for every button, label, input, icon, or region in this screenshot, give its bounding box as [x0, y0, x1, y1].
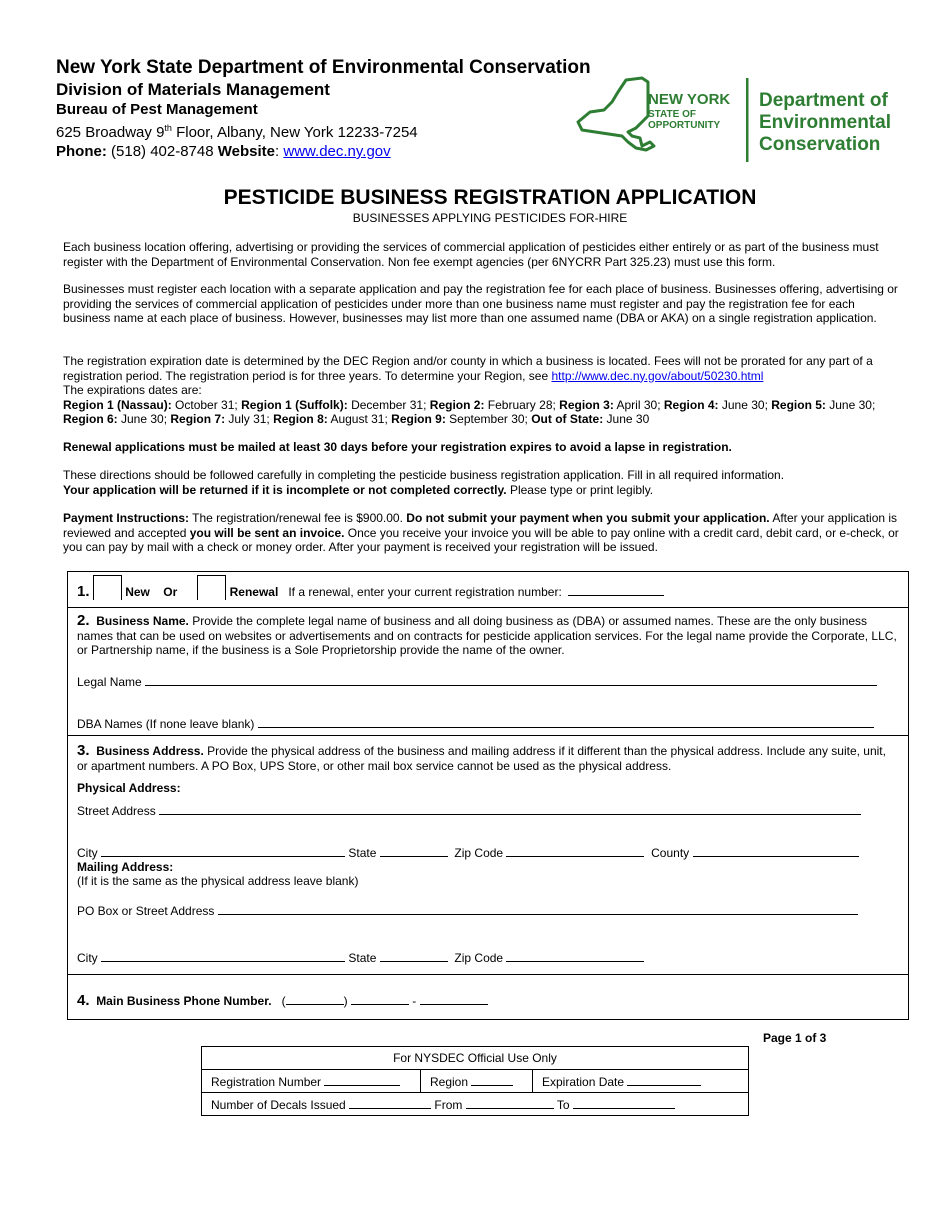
- dec-logo-line3: Conservation: [759, 134, 881, 155]
- city-field[interactable]: [101, 845, 345, 857]
- table-row: [202, 1047, 749, 1070]
- phone-line-field[interactable]: [420, 993, 488, 1005]
- region-date: September 30;: [445, 412, 532, 426]
- region-label: Region 7:: [170, 412, 226, 426]
- section-heading: Main Business Phone Number.: [96, 994, 272, 1008]
- renewal-notice: Renewal applications must be mailed at least 30 days before your registration expires to avoid a lapse in registration.: [63, 440, 732, 454]
- intro-paragraph-1: Each business location offering, advertising or providing the services of commercial application of pesticides either entirely or as part of the business must register with the Department of Environmental Conservation. Non fee exempt agencies (per 6NYCRR Part 325.23) must use this form.: [63, 240, 879, 269]
- dba-names-field[interactable]: [258, 716, 874, 728]
- section-number: 1.: [77, 583, 90, 600]
- from-field[interactable]: [466, 1097, 554, 1109]
- registration-number-field[interactable]: [568, 584, 664, 596]
- registration-number-label: Registration Number: [211, 1074, 322, 1089]
- area-code-field[interactable]: [286, 993, 344, 1005]
- section-registration-type: [67, 571, 909, 608]
- ny-logo-line2: STATE OF: [648, 109, 696, 120]
- decals-issued-label: Number of Decals Issued: [211, 1097, 346, 1112]
- dec-logo-line2: Environmental: [759, 112, 891, 133]
- county-label: County: [651, 846, 690, 860]
- page-number: Page 1 of 3: [763, 1031, 827, 1045]
- state-label: State: [348, 846, 377, 860]
- region-label: Out of State:: [531, 412, 604, 426]
- from-label: From: [434, 1097, 463, 1112]
- bureau-name: Bureau of Pest Management: [56, 101, 258, 118]
- intro-paragraph-2: Businesses must register each location with a separate application and pay the registration fee for each place of business. Businesses offering, advertising or providing the services of commercial application of pesticides under more than one business name must register and pay the registration fee for each business name at each place of business. However, businesses may list more than one assumed name (DBA or AKA) on a single registration application.: [63, 282, 898, 325]
- phone-prefix-field[interactable]: [351, 993, 409, 1005]
- street-address-label: Street Address: [77, 804, 156, 818]
- section-business-address: 3. Business Address. Provide the physical address of the business and mailing address if it different than the physical address. Include any suite, unit, or apartment numbers. A PO Box, UPS Store, or other mail box service cannot be used as the physical address. Physical Address: Street Address City State Zip Code County Mailing Address: (If it is the same as the physical address leave blank) PO Box or Street Address City State Zip Code: [67, 735, 909, 975]
- region-date: June 30: [603, 412, 650, 426]
- payment-instructions: Payment Instructions: The registration/renewal fee is $900.00. Do not submit your payment when you submit your application. After your application is reviewed and accepted you will be sent an invoice. Once you receive your invoice you will be able to pay online with a credit card, debit card, or e-check, or you can pay by mail with a check or money order. After your payment is received your registration will be issued.: [63, 511, 899, 554]
- mailing-state-label: State: [348, 951, 377, 965]
- legal-name-field[interactable]: [145, 674, 877, 686]
- section-business-name: 2. Business Name. Provide the complete legal name of business and all doing business as (DBA) or assumed names. These are the only business names that can be used on websites or advertisements and on contracts for pesticide application services. For the legal name provide the Corporate, LLC, or Partnership name, if the business is a Sole Proprietorship provide the name of the owner. Legal Name DBA Names (If none leave blank): [67, 607, 909, 736]
- official-region-field[interactable]: [471, 1074, 513, 1086]
- official-expiration-date-field[interactable]: [627, 1074, 701, 1086]
- intro-paragraph-3: The registration expiration date is determined by the DEC Region and/or county in which a business is located. Fees will not be prorated for any part of a registration period. The registration period is for three years. To determine your Region, see http://www.dec.ny.gov/about/50230.html The expirations dates are: Region 1 (Nassau): October 31; Region 1 (Suffolk): December 31; Region 2: February 28; Region 3: April 30; Region 4: June 30; Region 5: June 30; Region 6: June 30; Region 7: July 31; Region 8: August 31; Region 9: September 30; Out of State: June 30: [63, 354, 903, 427]
- logo-divider: [746, 78, 749, 162]
- dba-names-label: DBA Names (If none leave blank): [77, 717, 255, 731]
- official-use-table: [201, 1046, 749, 1116]
- section-phone-number: 4. Main Business Phone Number. ( ) -: [67, 974, 909, 1020]
- section-number: 2.: [77, 612, 90, 629]
- form-title: PESTICIDE BUSINESS REGISTRATION APPLICATION: [223, 186, 757, 209]
- region-label: Region 4:: [663, 397, 719, 412]
- new-label: New: [125, 585, 150, 599]
- renewal-prompt: If a renewal, enter your current registration number:: [288, 585, 562, 599]
- region-date: August 31;: [327, 412, 392, 426]
- form-subtitle: BUSINESSES APPLYING PESTICIDES FOR-HIRE: [352, 211, 628, 225]
- region-label: Region: [430, 1074, 469, 1089]
- official-registration-number-field[interactable]: [324, 1074, 400, 1086]
- region-label: Region 2:: [429, 397, 485, 412]
- county-field[interactable]: [693, 845, 859, 857]
- region-label: Region 3:: [559, 397, 614, 412]
- decals-issued-field[interactable]: [349, 1097, 431, 1109]
- agency-name: New York State Department of Environmental Conservation: [56, 57, 591, 78]
- region-date: April 30;: [613, 397, 664, 412]
- zip-code-label: Zip Code: [454, 846, 504, 860]
- renewal-label: Renewal: [229, 585, 279, 599]
- official-use-title: For NYSDEC Official Use Only: [202, 1047, 749, 1070]
- city-label: City: [77, 846, 98, 860]
- agency-address: 625 Broadway 9th Floor, Albany, New York 12233-7254: [56, 123, 418, 141]
- agency-contact: Phone: (518) 402-8748 Website: www.dec.ny.gov: [56, 143, 391, 160]
- website-link[interactable]: www.dec.ny.gov: [283, 143, 391, 160]
- table-row: [202, 1070, 749, 1093]
- agency-header: [56, 56, 591, 161]
- region-label: Region 6:: [63, 412, 118, 426]
- or-label: Or: [163, 585, 178, 599]
- region-date: July 31;: [225, 412, 274, 426]
- section-heading: Business Address.: [96, 744, 204, 758]
- ny-logo-line3: OPPORTUNITY: [648, 120, 721, 131]
- section-number: 3.: [77, 742, 90, 759]
- mailing-state-field[interactable]: [380, 950, 448, 962]
- region-date: October 31;: [171, 397, 242, 412]
- mailing-address-label: Mailing Address:: [77, 860, 174, 874]
- legal-name-label: Legal Name: [77, 675, 142, 689]
- mailing-zip-field[interactable]: [506, 950, 644, 962]
- renewal-checkbox[interactable]: [197, 575, 226, 600]
- directions-paragraph: These directions should be followed carefully in completing the pesticide business registration application. Fill in all required information. Your application will be returned if it is incomplete or not completed correctly. Please type or print legibly.: [63, 468, 785, 497]
- region-label: Region 1 (Nassau):: [63, 397, 172, 412]
- ny-logo-line1: NEW YORK: [648, 91, 731, 108]
- region-date: June 30;: [117, 412, 171, 426]
- state-field[interactable]: [380, 845, 448, 857]
- region-link[interactable]: http://www.dec.ny.gov/about/50230.html: [551, 368, 764, 383]
- region-label: Region 8:: [273, 412, 328, 426]
- region-date: February 28;: [484, 397, 560, 412]
- division-name: Division of Materials Management: [56, 80, 330, 99]
- mailing-city-label: City: [77, 951, 98, 965]
- section-number: 4.: [77, 992, 90, 1009]
- new-checkbox[interactable]: [93, 575, 122, 600]
- expiration-date-label: Expiration Date: [542, 1074, 625, 1089]
- region-label: Region 9:: [391, 412, 446, 426]
- region-label: Region 1 (Suffolk):: [241, 397, 348, 412]
- zip-code-field[interactable]: [506, 845, 644, 857]
- nys-dec-logo: [576, 76, 906, 164]
- section-heading: Business Name.: [96, 614, 189, 628]
- region-expiration-list: [63, 398, 903, 427]
- street-address-field[interactable]: [159, 803, 861, 815]
- physical-address-label: Physical Address:: [77, 781, 181, 795]
- po-box-field[interactable]: [218, 903, 858, 915]
- region-date: December 31;: [347, 397, 430, 412]
- dec-logo-line1: Department of: [759, 90, 888, 111]
- po-box-label: PO Box or Street Address: [77, 904, 215, 918]
- ny-state-outline-icon: [578, 78, 654, 150]
- table-row: [202, 1093, 749, 1116]
- region-label: Region 5:: [771, 397, 826, 412]
- mailing-zip-label: Zip Code: [454, 951, 504, 965]
- region-date: June 30;: [825, 397, 876, 412]
- to-label: To: [556, 1097, 570, 1112]
- to-field[interactable]: [573, 1097, 675, 1109]
- mailing-city-field[interactable]: [101, 950, 345, 962]
- mailing-address-note: (If it is the same as the physical address leave blank): [77, 874, 359, 888]
- region-date: June 30;: [718, 397, 772, 412]
